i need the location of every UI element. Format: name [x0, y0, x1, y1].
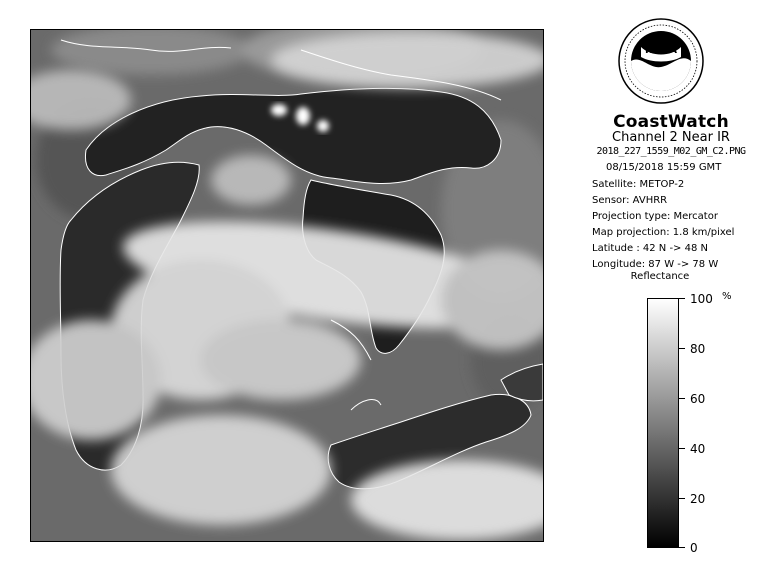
latitude-range: Latitude : 42 N -> 48 N: [592, 243, 708, 254]
legend-title: Reflectance: [630, 271, 690, 282]
colorbar-label-80: 80: [690, 342, 706, 356]
colorbar-tick: [679, 547, 685, 548]
satellite-map-svg: [31, 30, 543, 541]
colorbar-label-0: 0: [690, 541, 698, 555]
map-projection: Map projection: 1.8 km/pixel: [592, 227, 735, 238]
channel-label: Channel 2 Near IR: [612, 130, 730, 145]
colorbar-tick: [679, 498, 685, 499]
legend-unit: %: [722, 291, 732, 302]
colorbar-tick: [679, 348, 685, 349]
reflectance-colorbar: [647, 298, 679, 548]
colorbar-tick: [679, 448, 685, 449]
sensor-info: Sensor: AVHRR: [592, 195, 668, 206]
colorbar-label-60: 60: [690, 392, 706, 406]
colorbar-label-40: 40: [690, 442, 706, 456]
date-time: 08/15/2018 15:59 GMT: [606, 162, 722, 173]
colorbar-tick: [679, 398, 685, 399]
satellite-image: [30, 29, 544, 542]
colorbar-label-20: 20: [690, 492, 706, 506]
colorbar-tick: [679, 298, 685, 299]
noaa-logo-text: NOAA: [644, 45, 678, 56]
noaa-logo: [617, 17, 705, 105]
colorbar-label-100: 100: [690, 292, 713, 306]
satellite-info: Satellite: METOP-2: [592, 179, 685, 190]
product-title: CoastWatch: [613, 112, 729, 132]
image-filename: 2018_227_1559_M02_GM_C2.PNG: [596, 146, 746, 157]
longitude-range: Longitude: 87 W -> 78 W: [592, 259, 719, 270]
projection-type: Projection type: Mercator: [592, 211, 718, 222]
